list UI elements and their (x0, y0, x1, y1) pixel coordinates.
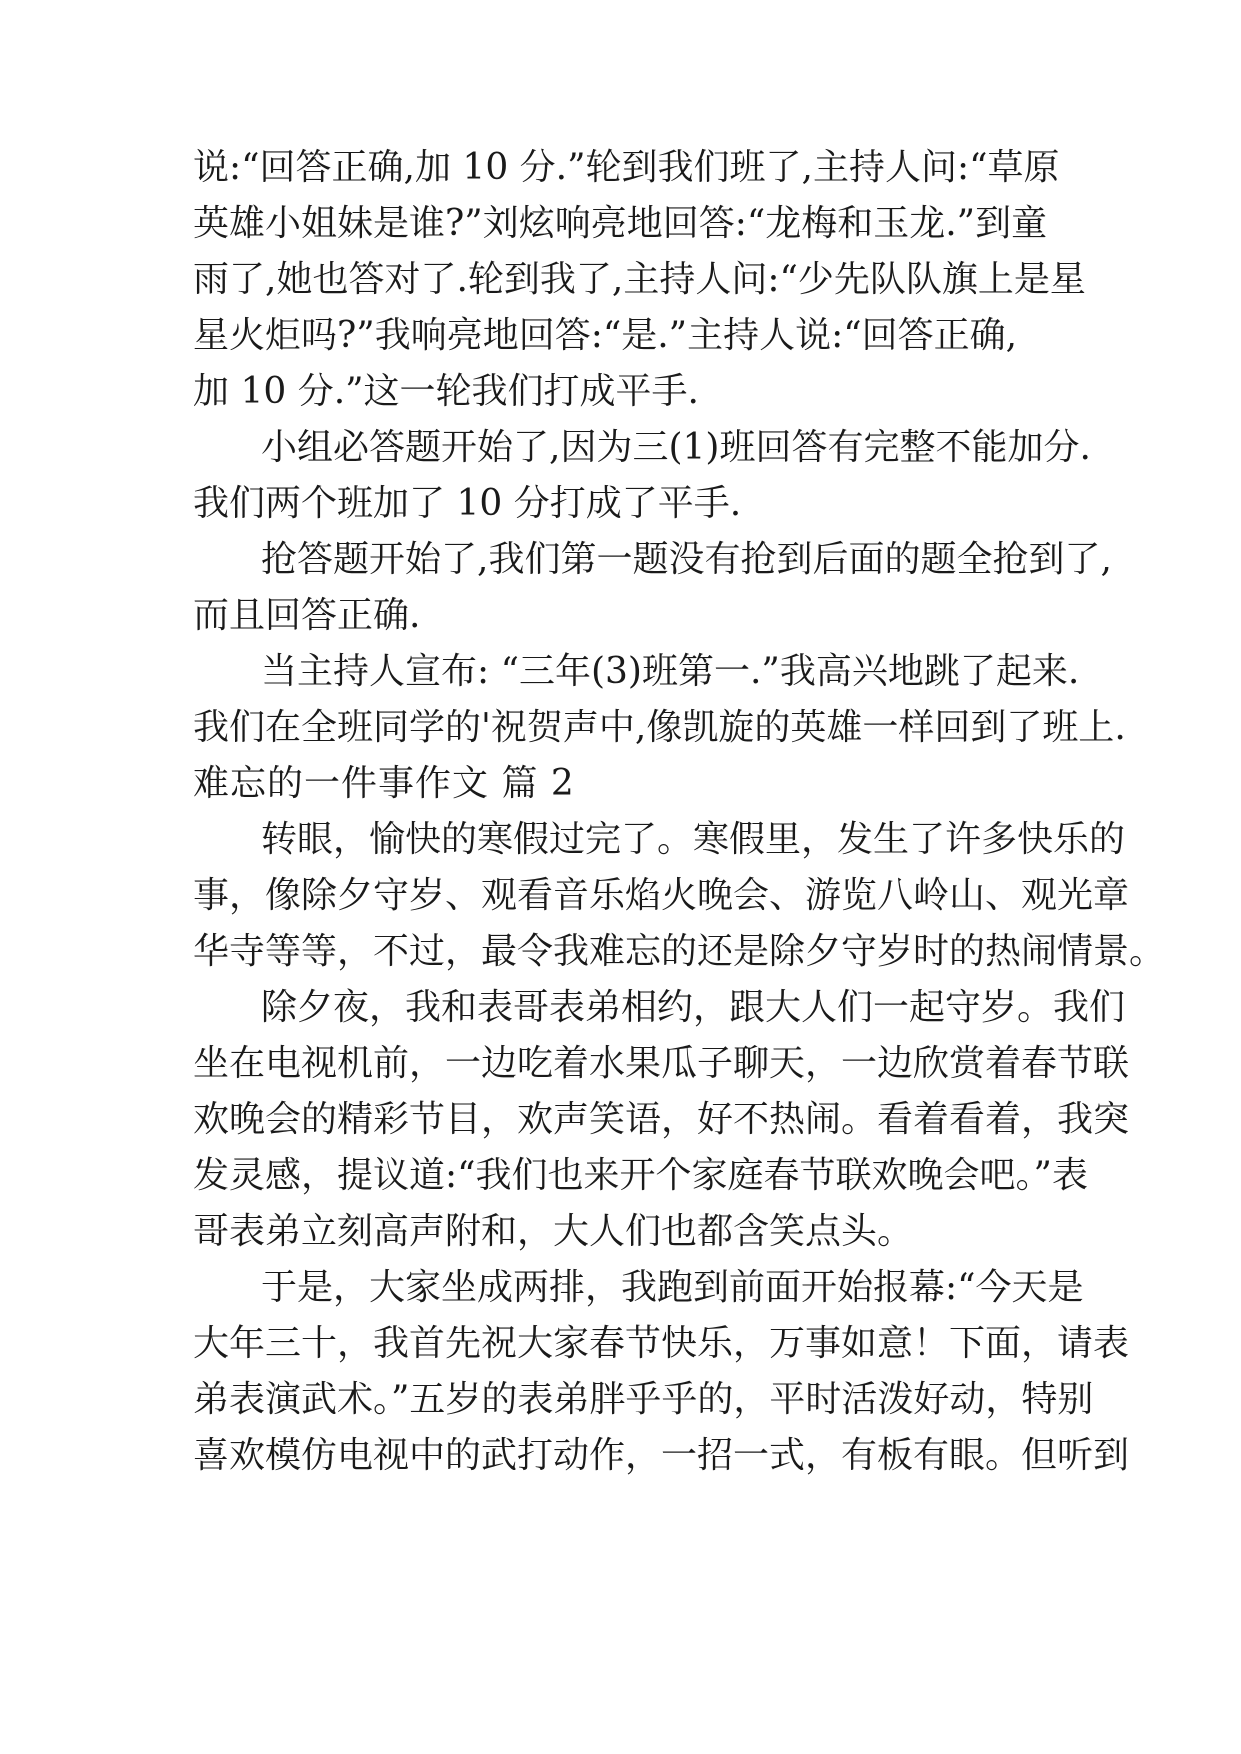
text-line: 星火炬吗?”我响亮地回答:“是.”主持人说:“回答正确, (193, 315, 1018, 356)
paragraph-first-line: 当主持人宣布: “三年(3)班第一.”我高兴地跳了起来. (261, 651, 1080, 692)
text-line: 坐在电视机前，一边吃着水果瓜子聊天，一边欣赏着春节联 (193, 1043, 1130, 1084)
paragraph-first-line: 于是，大家坐成两排，我跑到前面开始报幕:“今天是 (261, 1267, 1084, 1308)
document-body (193, 140, 1166, 1484)
text-line: 我们在全班同学的'祝贺声中,像凯旋的英雄一样回到了班上. (193, 707, 1126, 748)
paragraph-first-line: 除夕夜，我和表哥表弟相约，跟大人们一起守岁。我们 (261, 987, 1126, 1028)
text-line: 说:“回答正确,加 10 分.”轮到我们班了,主持人问:“草原 (193, 147, 1060, 188)
text-line: 欢晚会的精彩节目，欢声笑语，好不热闹。看着看着，我突 (193, 1099, 1130, 1140)
section-heading: 难忘的一件事作文 篇 2 (193, 763, 575, 804)
text-line: 英雄小姐妹是谁?”刘炫响亮地回答:“龙梅和玉龙.”到童 (193, 203, 1048, 244)
text-line: 发灵感，提议道:“我们也来开个家庭春节联欢晚会吧。”表 (193, 1155, 1088, 1196)
text-line: 我们两个班加了 10 分打成了平手. (193, 483, 742, 524)
text-line: 而且回答正确. (193, 595, 421, 636)
text-line: 弟表演武术。”五岁的表弟胖乎乎的，平时活泼好动，特别 (193, 1379, 1094, 1420)
text-line: 大年三十，我首先祝大家春节快乐，万事如意！下面，请表 (193, 1323, 1130, 1364)
paragraph-first-line: 小组必答题开始了,因为三(1)班回答有完整不能加分. (261, 427, 1091, 468)
text-line: 雨了,她也答对了.轮到我了,主持人问:“少先队队旗上是星 (193, 259, 1086, 300)
text-line: 喜欢模仿电视中的武打动作，一招一式，有板有眼。但听到 (193, 1435, 1130, 1476)
text-line: 加 10 分.”这一轮我们打成平手. (193, 371, 699, 412)
paragraph-first-line: 抢答题开始了,我们第一题没有抢到后面的题全抢到了, (261, 539, 1112, 580)
text-line: 事，像除夕守岁、观看音乐焰火晚会、游览八岭山、观光章 (193, 875, 1130, 916)
paragraph-first-line: 转眼，愉快的寒假过完了。寒假里，发生了许多快乐的 (261, 819, 1126, 860)
text-line: 华寺等等，不过，最令我难忘的还是除夕守岁时的热闹情景。 (193, 931, 1166, 972)
text-line: 哥表弟立刻高声附和，大人们也都含笑点头。 (193, 1211, 914, 1252)
